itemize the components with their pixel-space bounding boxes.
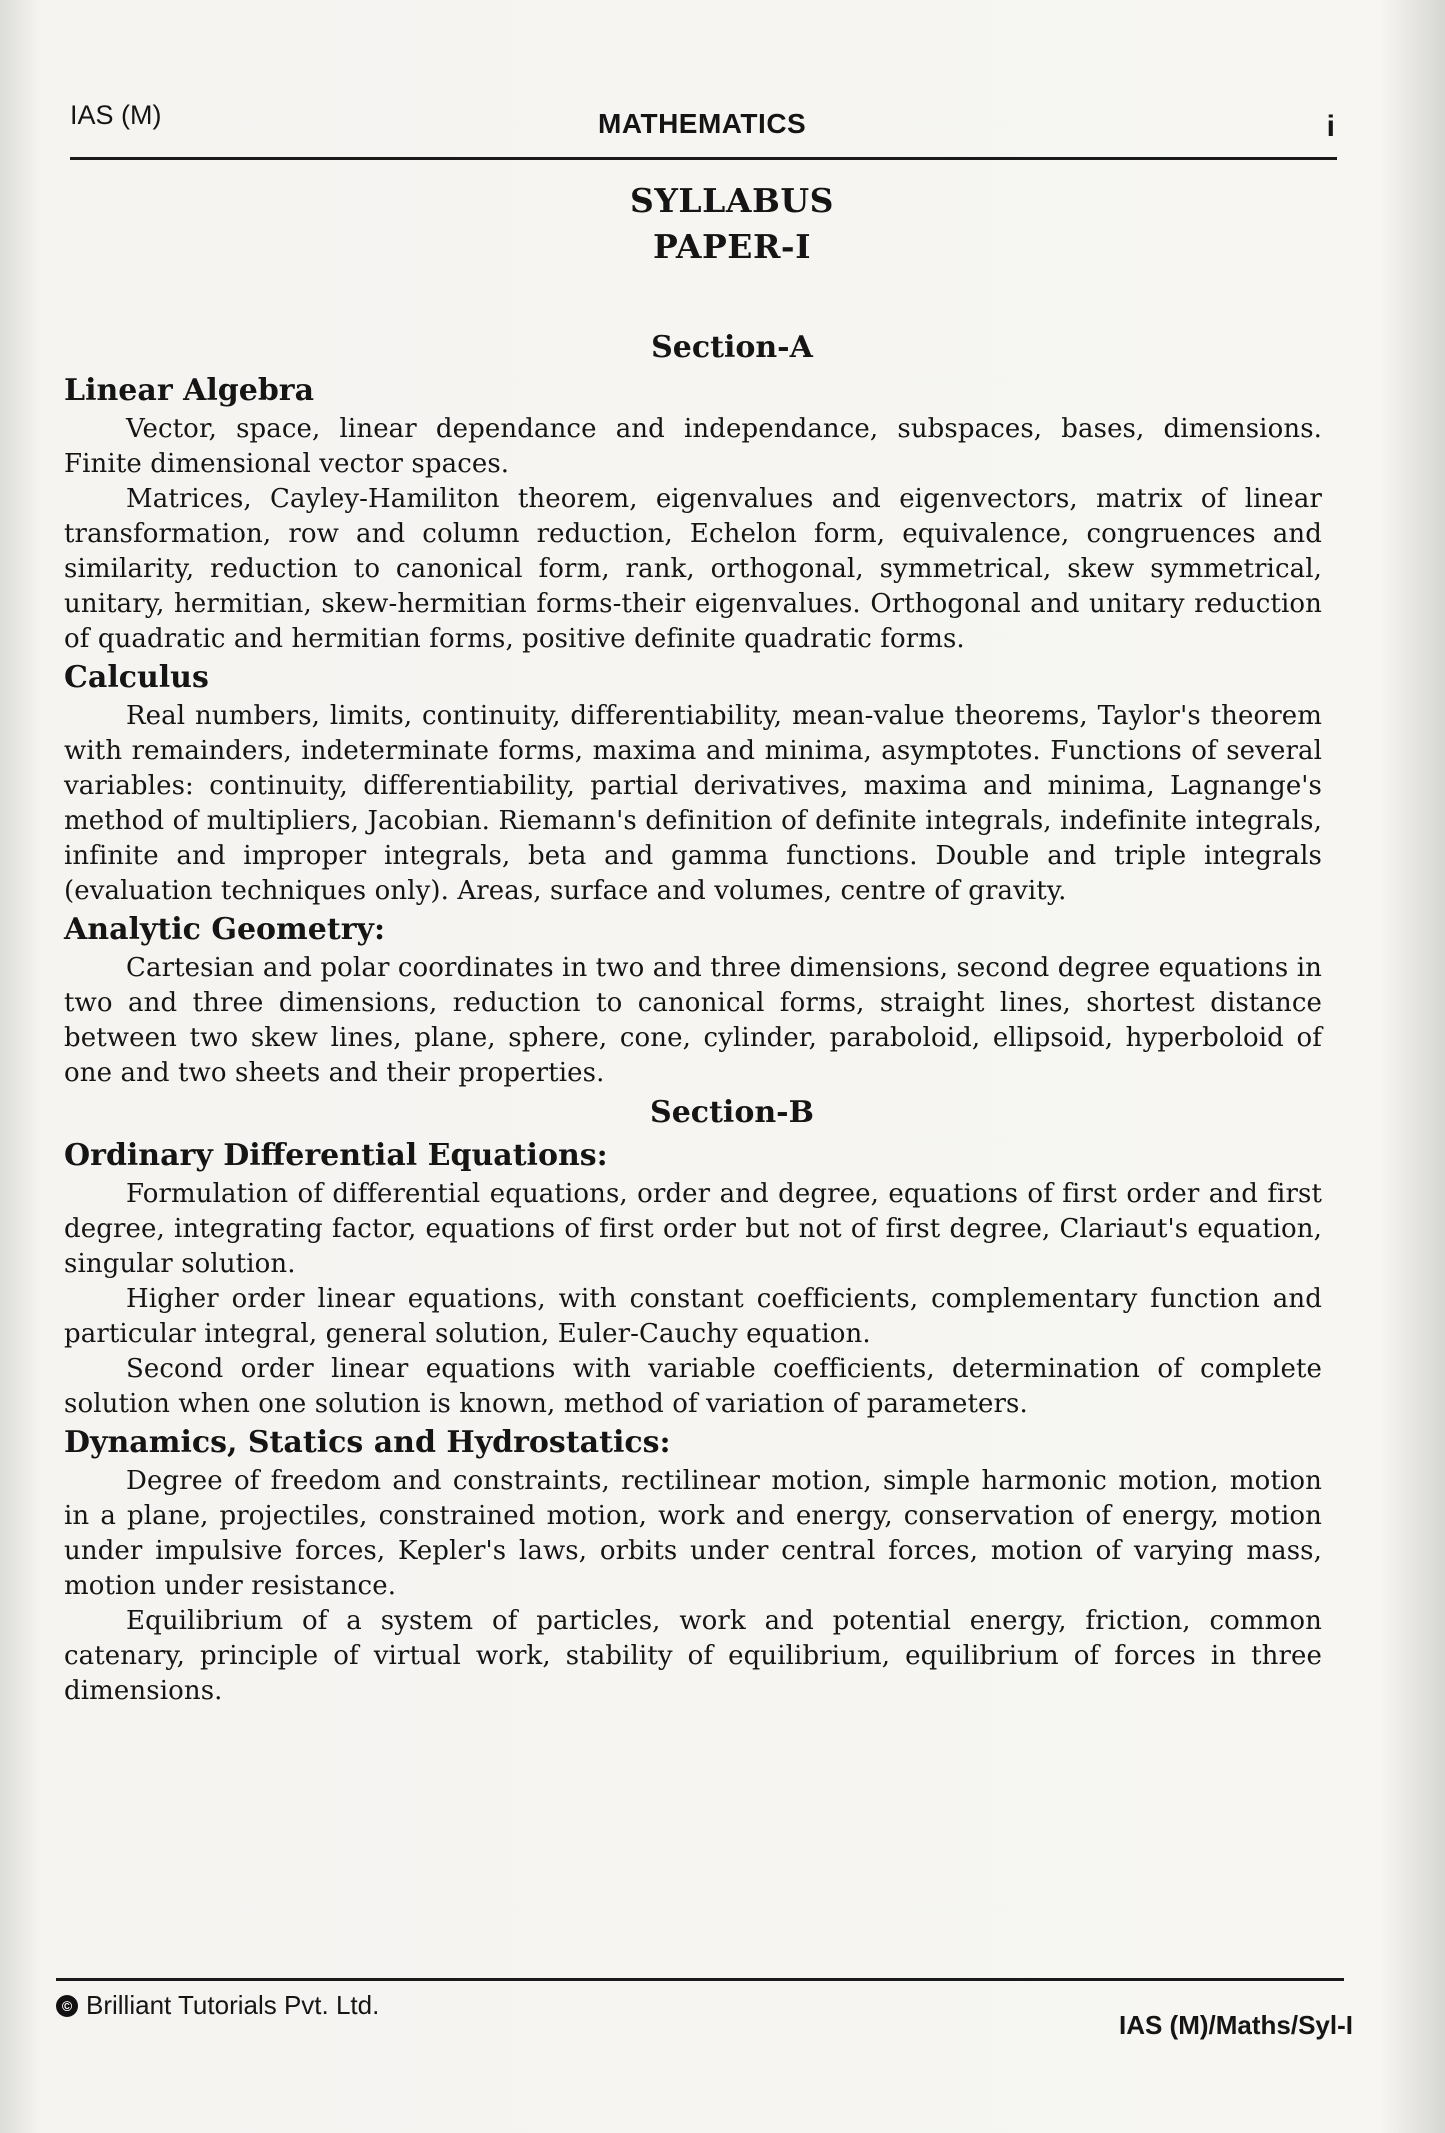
topic-analytic-geometry: Analytic Geometry: (64, 912, 386, 947)
calculus-para-1: Real numbers, limits, continuity, differentiability, mean-value theorems, Taylor's theorem with remainders, indeterminate forms, maxima and minima, asymptotes. Functions of several variables: continuity, differentiability, partial derivatives, maxima and minima, Lagnange's method of multipliers, Jacobian. Riemann's definition of definite integrals, indefinite integrals, infinite and improper integrals, beta and gamma functions. Double and triple integrals (evaluation techniques only). Areas, surface and volumes, centre of gravity. (64, 701, 1322, 906)
topic-dynamics: Dynamics, Statics and Hydrostatics: (64, 1425, 671, 1460)
syllabus-content (64, 170, 1322, 1709)
header-divider (70, 157, 1337, 160)
page-number: i (1326, 110, 1335, 143)
ode-para-1: Formulation of differential equations, order and degree, equations of first order and first degree, integrating factor, equations of first order but not of first degree, Clariaut's equation, singular solution. (64, 1179, 1322, 1279)
section-b-title: Section-B (650, 1095, 814, 1130)
section-a-title: Section-A (651, 330, 813, 365)
dynamics-para-2: Equilibrium of a system of particles, work and potential energy, friction, common catenary, principle of virtual work, stability of equilibrium, equilibrium of forces in three dimensions. (64, 1606, 1322, 1706)
analytic-geometry-para-1: Cartesian and polar coordinates in two and three dimensions, second degree equations in two and three dimensions, reduction to canonical forms, straight lines, shortest distance between two skew lines, plane, sphere, cone, cylinder, paraboloid, ellipsoid, hyperboloid of one and two sheets and their properties. (64, 953, 1322, 1088)
ode-para-3: Second order linear equations with variable coefficients, determination of complete solution when one solution is known, method of variation of parameters. (64, 1354, 1322, 1419)
topic-linear-algebra: Linear Algebra (64, 373, 315, 408)
footer-publisher (56, 1990, 379, 2021)
syllabus-title: SYLLABUS (630, 181, 834, 220)
topic-ode: Ordinary Differential Equations: (64, 1138, 608, 1173)
footer-divider (56, 1978, 1344, 1981)
ode-para-2: Higher order linear equations, with constant coefficients, complementary function and particular integral, general solution, Euler-Cauchy equation. (64, 1284, 1322, 1349)
header-subject: MATHEMATICS (598, 108, 807, 139)
dynamics-para-1: Degree of freedom and constraints, rectilinear motion, simple harmonic motion, motion in a plane, projectiles, constrained motion, work and energy, conservation of energy, motion under impulsive forces, Kepler's laws, orbits under central forces, motion of varying mass, motion under resistance. (64, 1466, 1322, 1601)
header-exam-label: IAS (M) (70, 100, 162, 130)
page-header (70, 100, 1335, 150)
publisher-name: Brilliant Tutorials Pvt. Ltd. (86, 1990, 380, 2020)
copyright-icon: © (56, 1995, 78, 2017)
paper-title: PAPER-I (652, 227, 812, 266)
topic-calculus: Calculus (64, 660, 209, 695)
footer-code: IAS (M)/Maths/Syl-I (1118, 2010, 1353, 2040)
linear-algebra-para-1: Vector, space, linear dependance and independance, subspaces, bases, dimensions. Finite dimensional vector spaces. (64, 414, 1322, 479)
linear-algebra-para-2: Matrices, Cayley-Hamiliton theorem, eigenvalues and eigenvectors, matrix of linear transformation, row and column reduction, Echelon form, equivalence, congruences and similarity, reduction to canonical form, rank, orthogonal, symmetrical, skew symmetrical, unitary, hermitian, skew-hermitian forms-their eigenvalues. Orthogonal and unitary reduction of quadratic and hermitian forms, positive definite quadratic forms. (64, 484, 1322, 654)
